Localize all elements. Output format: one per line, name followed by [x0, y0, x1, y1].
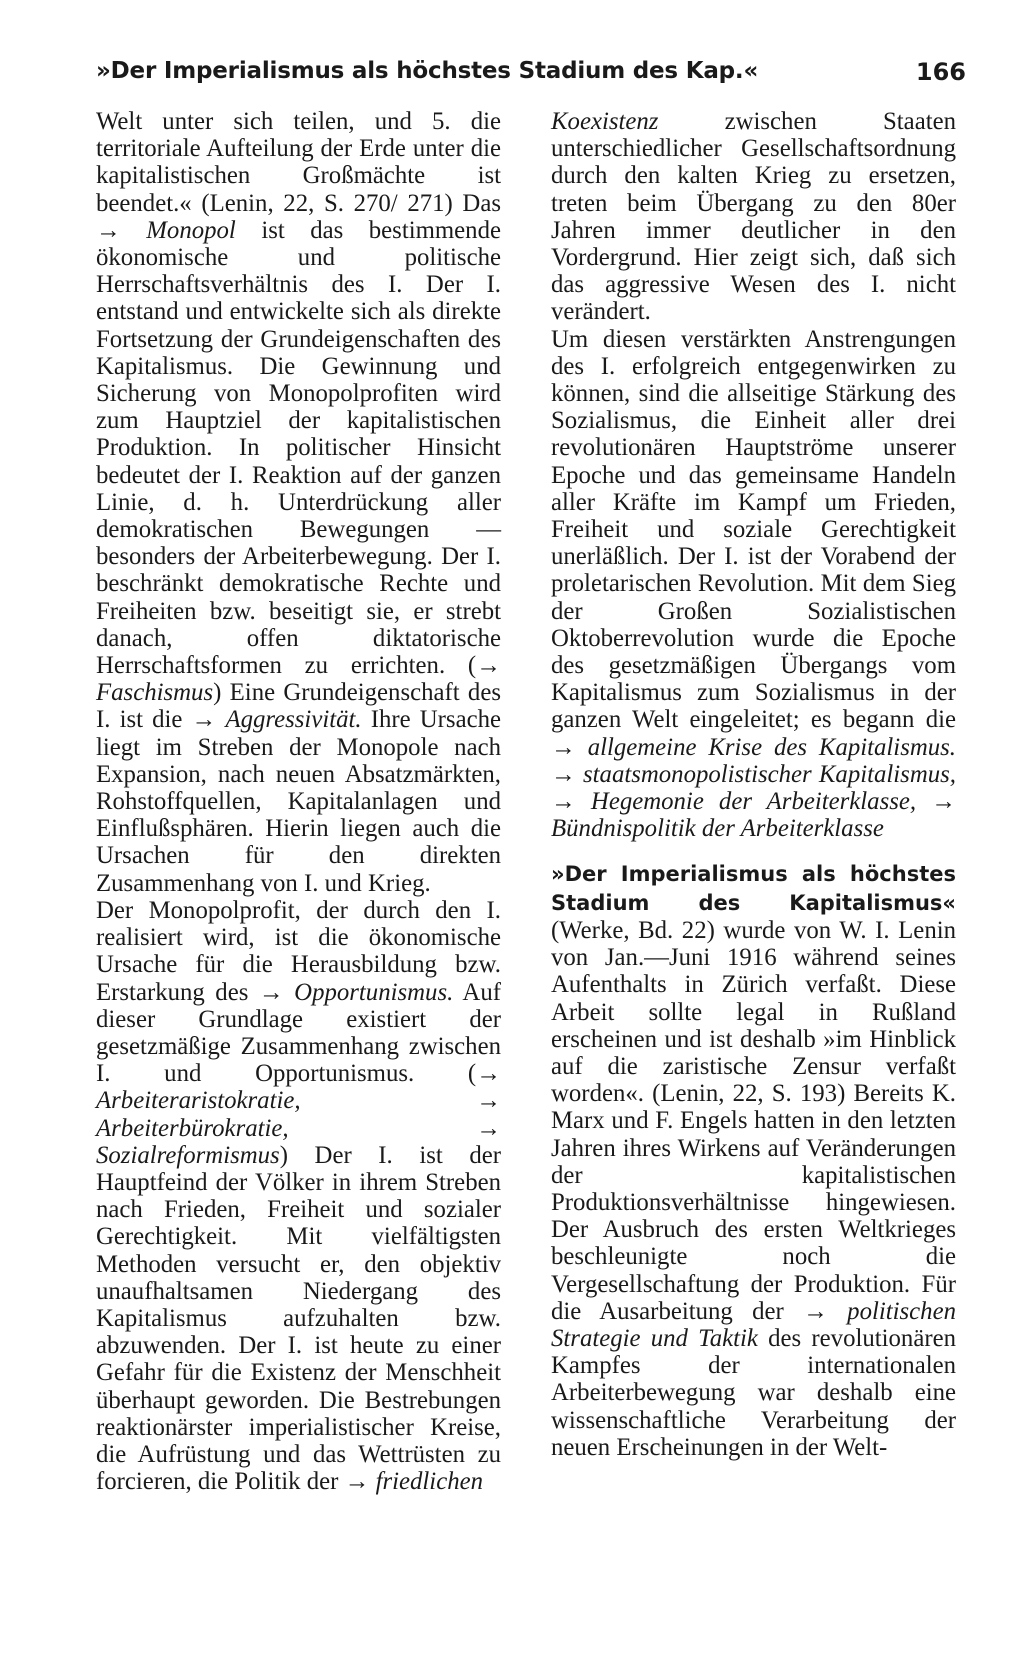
text-run: Um diesen verstärkten Anstrengungen des I. erfolgreich entgegenwirken zu können, sind die allseitige Stärkung des Sozialismus, die Einheit aller drei revolutionären Hauptströme unserer Epoche und das gemeinsame Handeln aller Kräfte im Kampf um Frieden, Freiheit und soziale Gerechtigkeit unerläßlich. Der I. ist der Vorabend der proletarischen Revolution. Mit dem Sieg der Großen Sozialistischen Oktoberrevolution wurde die Epoche des gesetzmäßigen Übergangs vom Kapitalismus zum Sozialismus in der ganzen Welt eingeleitet; es begann die →	[551, 325, 956, 761]
running-head: »Der Imperialismus als höchstes Stadium des Kap.«	[96, 58, 759, 84]
paragraph	[96, 897, 501, 1495]
cross-reference: friedlichen	[375, 1468, 483, 1496]
cross-reference: Opportunismus.	[294, 978, 454, 1006]
text-run: ) Der I. ist der Hauptfeind der Völker in ihrem Streben nach Frieden, Freiheit und sozialer Gerechtigkeit. Mit vielfältigsten Methoden versucht er, den objektiv unaufhaltsamen Niedergang des Kapitalismus aufzuhalten bzw. abzuwenden. Der I. ist heute zu einer Gefahr für die Existenz der Menschheit überhaupt geworden. Die Bestrebungen reaktionärster imperialistischer Kreise, die Aufrüstung und das Wettrüsten zu forcieren, die Politik der →	[96, 1141, 501, 1496]
text-run: →	[300, 1087, 501, 1115]
cross-reference: Arbeiteraristokratie,	[96, 1087, 301, 1115]
paragraph	[551, 326, 956, 843]
paragraph	[551, 108, 956, 326]
cross-reference: politischen Strategie und Taktik	[551, 1297, 956, 1352]
left-column	[96, 108, 501, 1495]
page-header	[96, 58, 966, 98]
paragraph	[551, 860, 956, 1460]
text-run: →	[916, 788, 956, 816]
cross-reference: Hegemonie der Arbeiterklasse,	[590, 788, 917, 816]
text-run: des revolutionären Kampfes der internationalen Arbeiterbewegung war deshalb eine wissenschaftliche Verarbeitung der neuen Erscheinungen in der Welt-	[551, 1324, 956, 1461]
text-run: →	[288, 1114, 501, 1142]
text-run: Welt unter sich teilen, und 5. die territoriale Aufteilung der Erde unter die kapitalistischen Großmächte ist beendet.« (Lenin, 22, S. 270/ 271) Das →	[96, 108, 501, 244]
right-column	[551, 108, 956, 1461]
text-run: →	[551, 760, 583, 788]
text-run: Auf dieser Grundlage existiert der gesetzmäßige Zusammenhang zwischen I. und Opportunismus. (→	[96, 978, 501, 1088]
cross-reference: Faschismus	[96, 679, 214, 707]
text-run: (Werke, Bd. 22) wurde von W. I. Lenin von Jan.—Juni 1916 während seines Aufenthalts in Zürich verfaßt. Diese Arbeit sollte legal in Rußland erscheinen und ist deshalb »im Hinblick auf die zaristische Zensur verfaßt worden«. (Lenin, 22, S. 193) Bereits K. Marx und F. Engels hatten in den letzten Jahren ihres Wirkens auf Veränderungen der kapitalistischen Produktionsverhältnisse hingewiesen. Der Ausbruch des ersten Weltkrieges beschleunigte noch die Vergesellschaftung der Produktion. Für die Ausarbeitung der →	[551, 916, 956, 1325]
text-run: Ihre Ursache liegt im Streben der Monopole nach Expansion, nach neuen Absatzmärkten, Rohstoffquellen, Kapitalanlagen und Einflußsphären. Hierin liegen auch die Ursachen für den direkten Zusammenhang von I. und Krieg.	[96, 706, 501, 897]
page-number: 166	[915, 58, 966, 86]
cross-reference: staatsmonopolistischer Kapitalismus,	[583, 760, 956, 788]
cross-reference: Koexistenz	[551, 108, 659, 135]
cross-reference: Sozialreformismus	[96, 1141, 280, 1169]
cross-reference: Arbeiterbürokratie,	[96, 1114, 289, 1142]
text-run: zwischen Staaten unterschiedlicher Gesellschaftsordnung durch den kalten Krieg zu ersetzen, treten beim Übergang zu den 80er Jahren immer deutlicher in den Vordergrund. Hier zeigt sich, daß sich das aggressive Wesen des I. nicht verändert.	[551, 108, 956, 326]
cross-reference: allgemeine Krise des Kapitalismus.	[587, 733, 956, 761]
paragraph	[96, 108, 501, 897]
text-run: Der Monopolprofit, der durch den I. realisiert wird, ist die ökonomische Ursache für die Herausbildung bzw. Erstarkung des →	[96, 896, 501, 1006]
paragraph-gap	[551, 842, 956, 860]
text-run: ist das bestimmende ökonomische und politische Herrschaftsverhältnis des I. Der I. entstand und entwickelte sich als direkte Fortsetzung der Grundeigenschaften des Kapitalismus. Die Gewinnung und Sicherung von Monopolprofiten wird zum Hauptziel der kapitalistischen Produktion. In politischer Hinsicht bedeutet der I. Reaktion auf der ganzen Linie, d. h. Unterdrückung aller demokratischen Bewegungen — besonders der Arbeiterbewegung. Der I. beschränkt demokratische Rechte und Freiheiten bzw. beseitigt sie, er strebt danach, offen diktatorische Herrschaftsformen zu errichten. (→	[96, 216, 501, 680]
text-run: ) Eine Grundeigenschaft des I. ist die →	[96, 679, 501, 734]
entry-headword: »Der Imperialismus als höchstes Stadium des Kapitalismus«	[551, 862, 956, 915]
cross-reference: Monopol	[146, 216, 236, 244]
cross-reference: Bündnispolitik der Arbeiterklasse	[551, 815, 884, 843]
cross-reference: Aggressivität.	[225, 706, 362, 734]
text-run: →	[551, 788, 591, 816]
